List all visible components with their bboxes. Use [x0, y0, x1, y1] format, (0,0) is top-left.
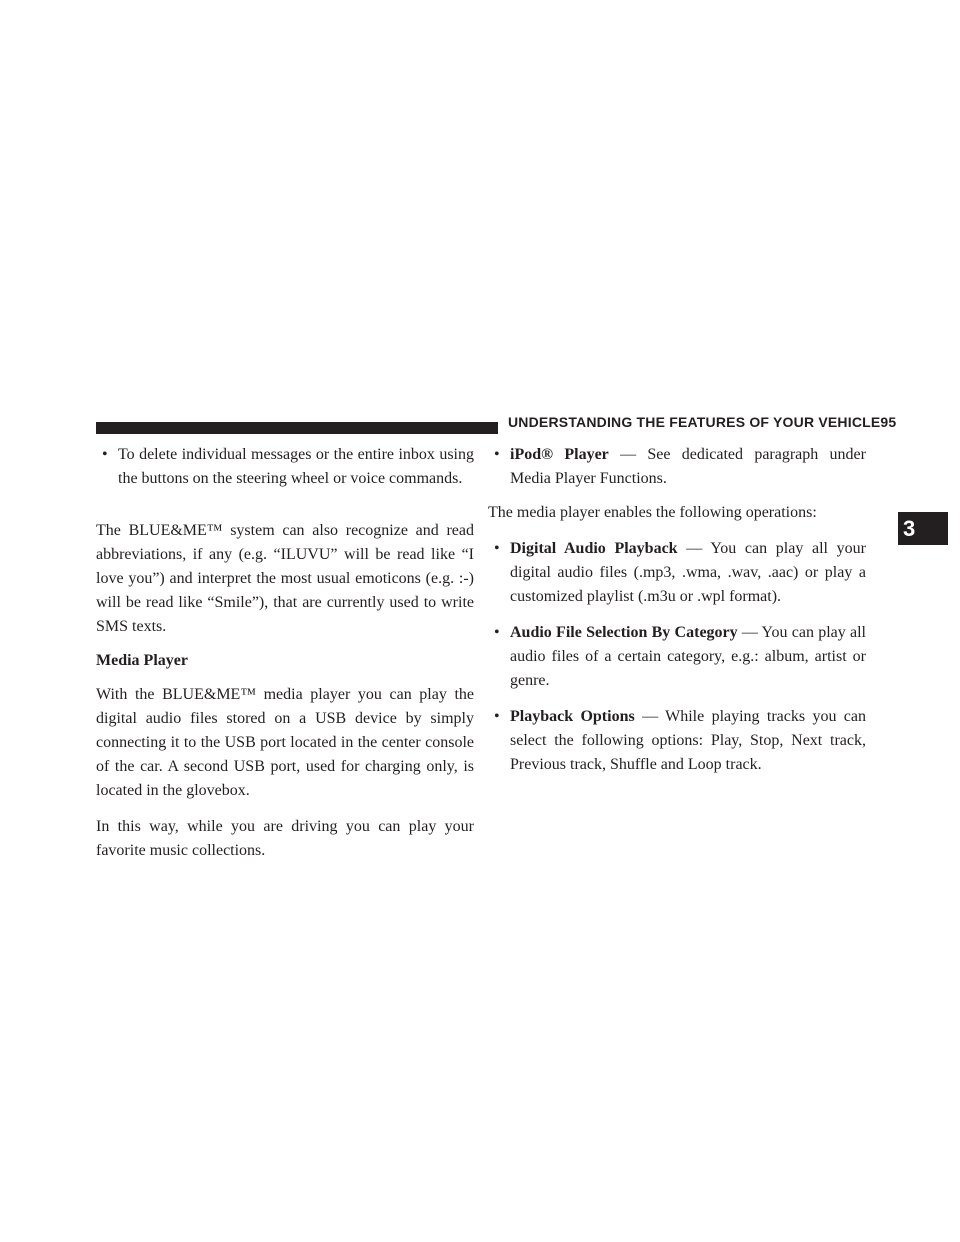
paragraph: With the BLUE&ME™ media player you can play the digital audio files stored on a USB device by simply connecting it to the USB port located in the center console of the car. A second USB port, used for charging only, is located in the glovebox.	[96, 686, 474, 799]
left-column	[96, 443, 474, 863]
page-number: 95	[880, 414, 897, 430]
section-tab: 3	[898, 512, 948, 545]
paragraph: The BLUE&ME™ system can also recognize and read abbreviations, if any (e.g. “ILUVU” will be read like “I love you”) and interpret the most usual emoticons (e.g. :-) will be read like “Smile”), that are currently used to write SMS texts.	[96, 522, 474, 635]
list-item	[488, 443, 866, 491]
running-header	[508, 414, 897, 430]
bullet-icon: •	[494, 708, 500, 725]
paragraph: In this way, while you are driving you can play your favorite music collections.	[96, 818, 474, 859]
right-column	[488, 443, 866, 777]
list-item	[96, 443, 474, 491]
item-text: — While playing tracks you can select the following options: Play, Stop, Next track, Previous track, Shuffle and Loop track.	[510, 708, 867, 773]
header-rule	[96, 422, 498, 434]
list-item	[488, 621, 866, 693]
bullet-icon: •	[102, 446, 108, 463]
list-item	[488, 537, 866, 609]
bullet-icon: •	[494, 624, 500, 641]
item-term: Audio File Selection By Category	[510, 624, 738, 641]
bullet-text: To delete individual messages or the entire inbox using the buttons on the steering wheel or voice commands.	[118, 446, 474, 487]
item-term: Digital Audio Playback	[510, 540, 678, 557]
header-title: UNDERSTANDING THE FEATURES OF YOUR VEHICLE	[508, 414, 881, 430]
bullet-icon: •	[494, 446, 500, 463]
bullet-icon: •	[494, 540, 500, 557]
section-heading: Media Player	[96, 652, 188, 669]
item-text: — You can play all your digital audio files (.mp3, .wma, .wav, .aac) or play a customized playlist (.m3u or .wpl format).	[510, 540, 866, 605]
list-item	[488, 705, 866, 777]
item-text: — You can play all audio files of a certain category, e.g.: album, artist or genre.	[510, 624, 866, 689]
item-term: Playback Options	[510, 708, 635, 725]
paragraph: The media player enables the following operations:	[488, 504, 817, 521]
item-term: iPod® Player	[510, 446, 609, 463]
item-text: — See dedicated paragraph under Media Player Functions.	[510, 446, 866, 487]
